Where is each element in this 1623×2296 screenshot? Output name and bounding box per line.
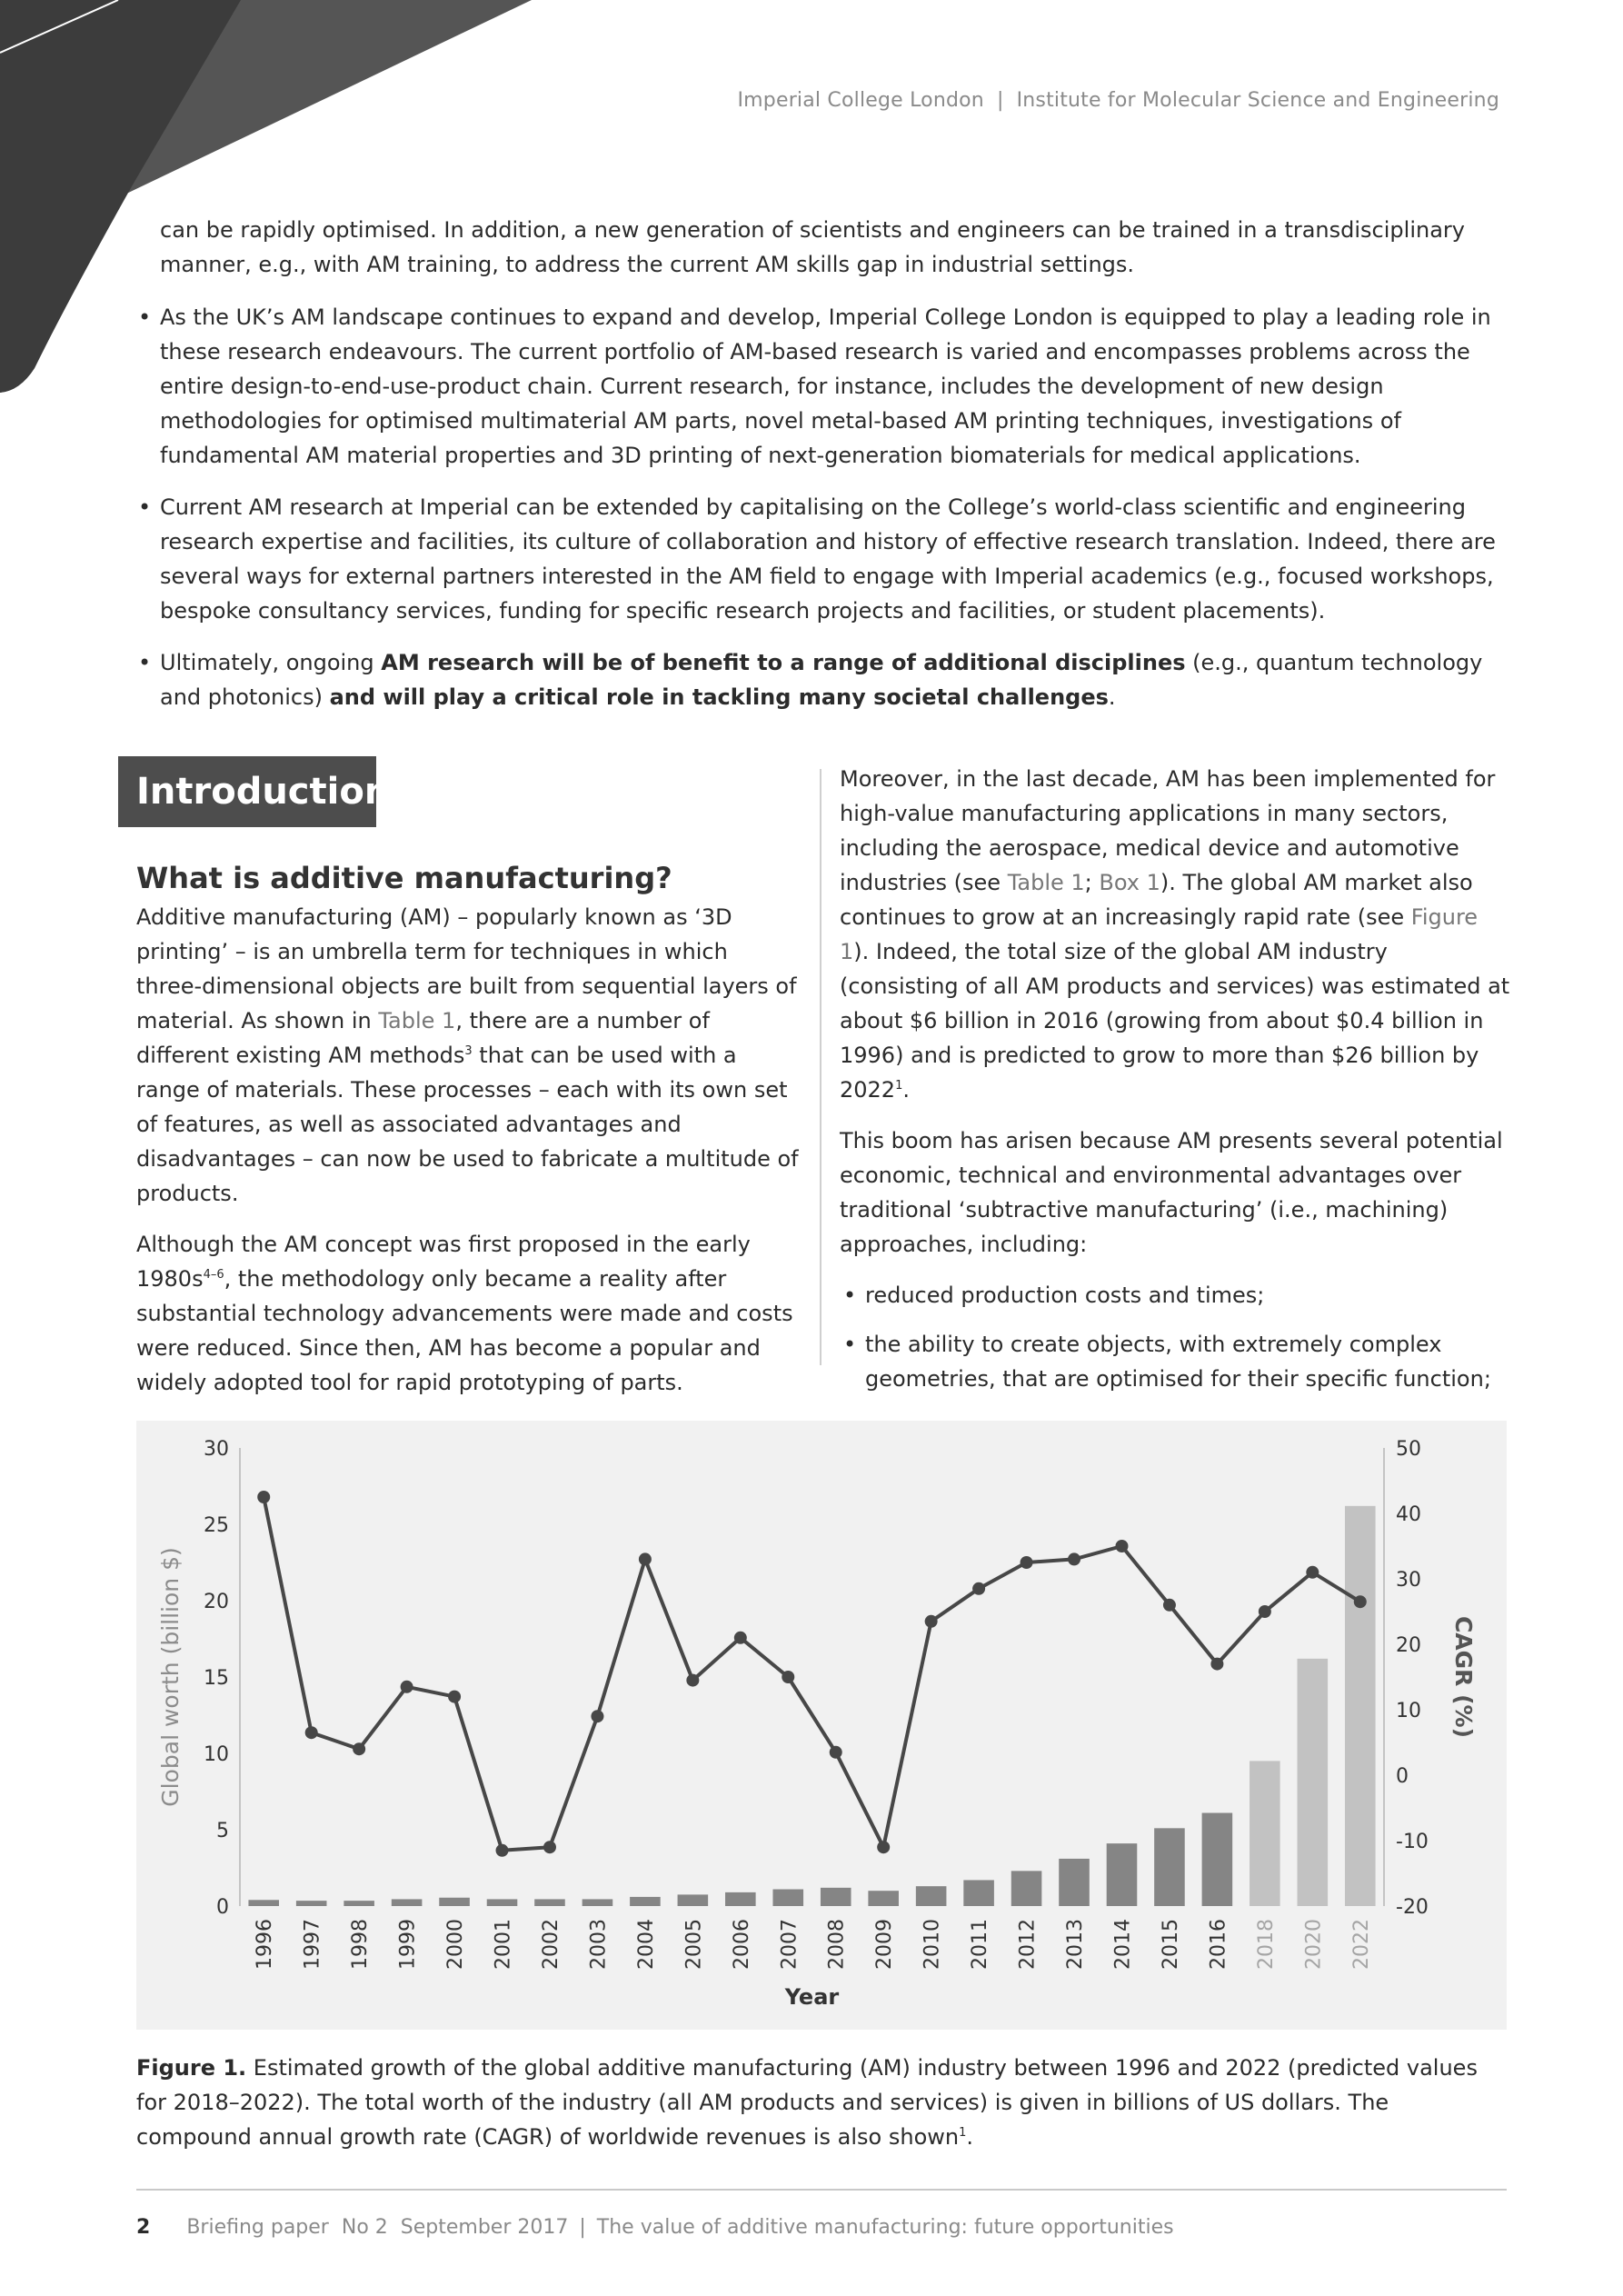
table-1-link[interactable]: Table 1 xyxy=(378,1008,456,1033)
y2-tick-label: 0 xyxy=(1396,1765,1409,1788)
y-tick-label: 25 xyxy=(204,1514,229,1537)
advantage-item-1: • reduced production costs and times; xyxy=(840,1278,1512,1313)
x-tick-label: 2002 xyxy=(539,1919,563,1970)
footer-issue: No 2 xyxy=(341,2216,388,2239)
y2-tick-label: -20 xyxy=(1396,1896,1429,1919)
caption-text: Estimated growth of the global additive manufacturing (AM) industry between 1996 and 2022 (predicted values for 2018–2022). The total worth of the industry (all AM products and services) is given in billions of US dollars. The compound annual growth rate (CAGR) of worldwide revenues is also shown xyxy=(136,2055,1478,2150)
cagr-point xyxy=(877,1841,890,1853)
footer-separator: | xyxy=(579,2216,586,2239)
cagr-point xyxy=(1306,1566,1319,1579)
y2-tick-label: 10 xyxy=(1396,1700,1421,1722)
cagr-point xyxy=(734,1632,747,1644)
x-tick-label: 2006 xyxy=(730,1919,753,1970)
bar-predicted xyxy=(1345,1506,1376,1906)
x-tick-label: 2008 xyxy=(825,1919,849,1970)
summary-bullet-1: • As the UK’s AM landscape continues to expand and develop, Imperial College London is equipped to play a leading role in these research endeavours. The current portfolio of AM-based research is varied and encompasses problems across the entire design-to-end-use-product chain. Current research, for instance, includes the development of new design methodologies for optimised multimaterial AM parts, novel metal-based AM printing techniques, investigations of fundamental AM material properties and 3D printing of next-generation biomaterials for medical applications. xyxy=(134,300,1507,473)
bar xyxy=(630,1897,661,1906)
bar xyxy=(296,1901,327,1906)
figure-1-chart xyxy=(136,1421,1507,2030)
header-institution: Imperial College London xyxy=(737,89,984,112)
x-tick-label: 2004 xyxy=(634,1919,658,1970)
para3-text-b: ). The global AM market also continues to grow at an increasingly rapid rate (see xyxy=(840,870,1473,930)
y2-tick-label: 50 xyxy=(1396,1438,1421,1461)
x-tick-label: 2014 xyxy=(1111,1919,1135,1970)
footer-title: The value of additive manufacturing: future opportunities xyxy=(596,2216,1174,2239)
y2-tick-label: -10 xyxy=(1396,1831,1429,1853)
bullet-3-bold-a: AM research will be of benefit to a range of additional disciplines xyxy=(381,650,1186,675)
x-tick-label: 2016 xyxy=(1207,1919,1230,1970)
bullet-3-text-a: Ultimately, ongoing xyxy=(160,650,382,675)
bar xyxy=(1154,1828,1185,1906)
column-divider xyxy=(820,769,821,1365)
bar xyxy=(821,1888,851,1906)
cagr-point xyxy=(1259,1605,1271,1618)
x-tick-label: 2001 xyxy=(492,1919,515,1970)
x-tick-label: 1996 xyxy=(254,1919,277,1970)
bar xyxy=(1107,1843,1138,1906)
bar xyxy=(582,1899,613,1906)
x-tick-label: 2013 xyxy=(1064,1919,1088,1970)
para3-text-c: ). Indeed, the total size of the global AM industry (consisting of all AM products and services) was estimated at about $6 billion in 2016 (growing from about $0.4 billion in 1996) and is predicted to grow to more than $26 billion by 2022 xyxy=(840,939,1510,1103)
caption-label: Figure 1. xyxy=(136,2055,247,2081)
cagr-point xyxy=(1021,1556,1033,1569)
cagr-point xyxy=(1163,1599,1176,1612)
x-tick-label: 2009 xyxy=(873,1919,897,1970)
page-footer xyxy=(136,2216,1174,2239)
cagr-point xyxy=(972,1582,985,1595)
intro-paragraph-3 xyxy=(840,762,1512,1107)
cagr-point xyxy=(401,1681,413,1693)
left-column xyxy=(136,858,800,1416)
chart-svg xyxy=(136,1421,1507,2030)
bar xyxy=(248,1900,279,1906)
y-tick-label: 15 xyxy=(204,1667,229,1690)
para3-text-d: . xyxy=(902,1077,910,1103)
footer-date: September 2017 xyxy=(400,2216,569,2239)
x-tick-label: 2011 xyxy=(969,1919,992,1970)
bar xyxy=(439,1898,470,1906)
bar xyxy=(1011,1871,1042,1906)
advantages-list xyxy=(840,1278,1512,1396)
bar-predicted xyxy=(1250,1761,1280,1906)
para2-text-a: Although the AM concept was first proposed in the early 1980s xyxy=(136,1232,751,1292)
x-tick-label: 2005 xyxy=(682,1919,706,1970)
para2-text-b: , the methodology only became a reality after substantial technology advancements were made and costs were reduced. Since then, AM has become a popular and widely adopted tool for rapid prototyping of parts. xyxy=(136,1266,793,1395)
x-tick-label: 2003 xyxy=(587,1919,611,1970)
cagr-point xyxy=(639,1552,652,1565)
bar xyxy=(963,1880,994,1906)
footer-rule xyxy=(136,2189,1507,2191)
intro-paragraph-2 xyxy=(136,1227,800,1400)
page-header xyxy=(737,89,1499,112)
x-tick-label: 1997 xyxy=(301,1919,324,1970)
advantage-item-2: • the ability to create objects, with extremely complex geometries, that are optimised for their specific function; xyxy=(840,1327,1512,1396)
cagr-point xyxy=(543,1841,556,1853)
x-tick-label: 2015 xyxy=(1159,1919,1182,1970)
figure-caption xyxy=(136,2051,1508,2154)
x-tick-label: 1999 xyxy=(396,1919,420,1970)
page-number: 2 xyxy=(136,2216,151,2239)
bar xyxy=(916,1886,947,1906)
y-tick-label: 0 xyxy=(216,1896,229,1919)
bar xyxy=(772,1890,803,1906)
cagr-point xyxy=(1210,1658,1223,1671)
header-separator: | xyxy=(996,89,1004,112)
cagr-line xyxy=(264,1497,1360,1851)
y-tick-label: 20 xyxy=(204,1591,229,1613)
caption-end: . xyxy=(966,2124,974,2150)
figure-1-link[interactable]: Figure 1 xyxy=(840,904,1479,964)
continuation-paragraph: can be rapidly optimised. In addition, a new generation of scientists and engineers can be trained in a transdisciplinary manner, e.g., with AM training, to address the current AM skills gap in industrial settings. xyxy=(160,217,1465,277)
cagr-point xyxy=(925,1615,938,1628)
top-summary xyxy=(134,213,1507,732)
y-tick-label: 10 xyxy=(204,1743,229,1766)
cagr-point xyxy=(830,1746,842,1759)
y2-axis-title: CAGR (%) xyxy=(1450,1615,1477,1739)
y-axis-title: Global worth (billion $) xyxy=(157,1547,184,1807)
bar xyxy=(392,1899,423,1906)
summary-bullets xyxy=(134,300,1507,714)
box-1-link[interactable]: Box 1 xyxy=(1099,870,1160,895)
cagr-point xyxy=(1068,1552,1080,1565)
table-1-link[interactable]: Table 1 xyxy=(1007,870,1085,895)
bar xyxy=(1202,1813,1233,1906)
cagr-point xyxy=(686,1674,699,1687)
subheading: What is additive manufacturing? xyxy=(136,861,672,895)
y2-tick-label: 40 xyxy=(1396,1503,1421,1526)
citation-1: 1 xyxy=(895,1079,903,1093)
bar xyxy=(868,1891,899,1906)
bar xyxy=(344,1901,374,1906)
x-tick-label: 2007 xyxy=(778,1919,802,1970)
bar xyxy=(487,1899,518,1906)
cagr-point xyxy=(1354,1595,1367,1608)
summary-bullet-3 xyxy=(134,645,1507,714)
cagr-point xyxy=(591,1710,603,1722)
cagr-point xyxy=(782,1671,794,1683)
bullet-3-text-c: . xyxy=(1108,684,1116,710)
bullet-3-text-b: (e.g., quantum technology and photonics) xyxy=(160,650,1483,710)
x-tick-label: 2010 xyxy=(921,1919,944,1970)
intro-paragraph-4: This boom has arisen because AM presents several potential economic, technical and environmental advantages over traditional ‘subtractive manufacturing’ (i.e., machining) approaches, including: xyxy=(840,1128,1503,1257)
cagr-point xyxy=(353,1742,365,1755)
bullet-3-bold-b: and will play a critical role in tackling many societal challenges xyxy=(329,684,1109,710)
para1-text-c: that can be used with a range of materials. These processes – each with its own set of features, as well as associated advantages and disadvantages – can now be used to fabricate a multitude of products. xyxy=(136,1043,799,1206)
para1-text-b: , there are a number of different existing AM methods xyxy=(136,1008,710,1068)
x-tick-label: 2018 xyxy=(1254,1919,1278,1970)
footer-series: Briefing paper xyxy=(186,2216,329,2239)
x-tick-label: 1998 xyxy=(349,1919,373,1970)
x-tick-label: 2012 xyxy=(1016,1919,1040,1970)
header-department: Institute for Molecular Science and Engineering xyxy=(1016,89,1499,112)
caption-citation: 1 xyxy=(959,2126,967,2140)
cagr-point xyxy=(257,1491,270,1503)
para3-text-a: Moreover, in the last decade, AM has been implemented for high-value manufacturing applications in many sectors, including the aerospace, medical device and automotive industries (see xyxy=(840,766,1496,895)
citation-3: 3 xyxy=(464,1044,473,1058)
x-tick-label: 2020 xyxy=(1302,1919,1326,1970)
y2-tick-label: 20 xyxy=(1396,1634,1421,1657)
bar xyxy=(725,1892,756,1906)
citation-4-6: 4–6 xyxy=(203,1268,224,1282)
section-heading: Introduction xyxy=(118,756,376,827)
cagr-point xyxy=(496,1844,509,1857)
x-tick-label: 2022 xyxy=(1349,1919,1373,1970)
para1-text-a: Additive manufacturing (AM) – popularly known as ‘3D printing’ – is an umbrella term for techniques in which three-dimensional objects are built from sequential layers of material. As shown in xyxy=(136,904,797,1033)
intro-paragraph-1 xyxy=(136,900,800,1211)
cagr-point xyxy=(448,1691,461,1703)
right-column xyxy=(840,762,1512,1411)
cagr-point xyxy=(305,1726,318,1739)
bar xyxy=(1059,1859,1090,1906)
cagr-point xyxy=(1115,1540,1128,1552)
bar xyxy=(678,1894,709,1906)
y2-tick-label: 30 xyxy=(1396,1569,1421,1592)
x-tick-label: 2000 xyxy=(444,1919,468,1970)
y-tick-label: 5 xyxy=(216,1820,229,1842)
y-tick-label: 30 xyxy=(204,1438,229,1461)
bar xyxy=(534,1899,565,1906)
x-axis-title: Year xyxy=(784,1984,840,2010)
bar-predicted xyxy=(1298,1659,1329,1906)
para3-semicolon: ; xyxy=(1084,870,1100,895)
summary-bullet-2: • Current AM research at Imperial can be extended by capitalising on the College’s world-class scientific and engineering research expertise and facilities, its culture of collaboration and history of effective research translation. Indeed, there are several ways for external partners interested in the AM field to engage with Imperial academics (e.g., focused workshops, bespoke consultancy services, funding for specific research projects and facilities, or student placements). xyxy=(134,490,1507,628)
